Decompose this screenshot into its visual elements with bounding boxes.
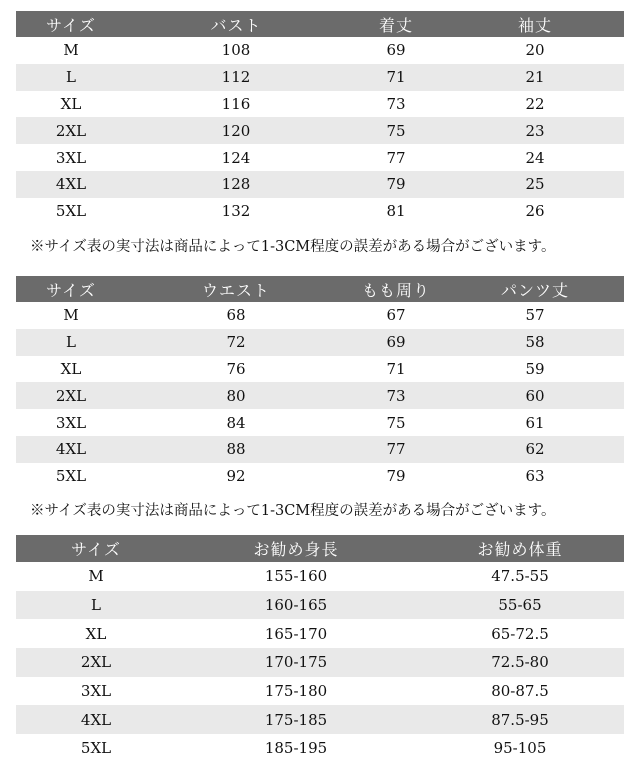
cell-size: 5XL — [80, 739, 112, 758]
cell-size: M — [63, 41, 79, 60]
cell-length: 81 — [386, 202, 406, 221]
cell-length: 71 — [386, 68, 406, 87]
cell-size: 2XL — [80, 653, 112, 672]
table-row — [16, 117, 624, 144]
table-row — [16, 198, 624, 225]
table-row — [16, 562, 624, 591]
cell-weight: 72.5-80 — [491, 653, 549, 672]
table-row — [16, 382, 624, 409]
cell-thigh: 75 — [386, 413, 406, 432]
table-row — [16, 409, 624, 436]
table-header — [16, 11, 624, 37]
cell-size: L — [66, 68, 76, 87]
cell-height: 175-180 — [264, 682, 328, 701]
header-sleeve: 袖丈 — [517, 15, 552, 35]
cell-pants-length: 58 — [525, 333, 545, 352]
cell-weight: 80-87.5 — [491, 682, 549, 701]
table-row — [16, 329, 624, 356]
cell-sleeve: 20 — [525, 41, 545, 60]
header-thigh: もも周り — [361, 280, 430, 300]
table-row — [16, 37, 624, 64]
cell-size: L — [91, 596, 101, 615]
cell-sleeve: 25 — [525, 175, 545, 194]
cell-pants-length: 60 — [525, 386, 545, 405]
cell-size: 5XL — [55, 202, 87, 221]
measurement-note: ※サイズ表の実寸法は商品によって1-3CM程度の誤差がある場合がございます。 — [30, 503, 556, 519]
header-size: サイズ — [46, 15, 96, 35]
cell-height: 160-165 — [264, 596, 328, 615]
table-row — [16, 144, 624, 171]
cell-weight: 55-65 — [498, 596, 542, 615]
cell-size: 3XL — [80, 682, 112, 701]
table-row — [16, 677, 624, 706]
table-row — [16, 356, 624, 383]
cell-length: 73 — [386, 94, 406, 113]
cell-length: 75 — [386, 121, 406, 140]
table-row — [16, 705, 624, 734]
cell-waist: 68 — [226, 306, 246, 325]
table-row — [16, 91, 624, 118]
cell-pants-length: 61 — [525, 413, 545, 432]
table-row — [16, 648, 624, 677]
cell-waist: 84 — [226, 413, 246, 432]
cell-height: 185-195 — [264, 739, 328, 758]
cell-weight: 87.5-95 — [491, 710, 549, 729]
cell-size: 4XL — [55, 440, 87, 459]
cell-thigh: 71 — [386, 359, 406, 378]
cell-sleeve: 23 — [525, 121, 545, 140]
header-waist: ウエスト — [201, 280, 270, 300]
cell-size: 4XL — [55, 175, 87, 194]
table-header — [16, 276, 624, 302]
cell-bust: 128 — [221, 175, 251, 194]
cell-sleeve: 24 — [525, 148, 545, 167]
cell-height: 155-160 — [264, 567, 328, 586]
cell-waist: 88 — [226, 440, 246, 459]
cell-size: M — [63, 306, 79, 325]
cell-size: XL — [60, 94, 82, 113]
recommended-size-table — [16, 535, 624, 763]
cell-waist: 80 — [226, 386, 246, 405]
cell-height: 165-170 — [264, 624, 328, 643]
cell-height: 170-175 — [264, 653, 328, 672]
cell-bust: 132 — [221, 202, 251, 221]
cell-size: 5XL — [55, 467, 87, 486]
cell-pants-length: 59 — [525, 359, 545, 378]
table-row — [16, 302, 624, 329]
cell-thigh: 79 — [386, 467, 406, 486]
cell-size: 2XL — [55, 386, 87, 405]
table-row — [16, 591, 624, 620]
cell-size: 3XL — [55, 148, 87, 167]
header-weight: お勧め体重 — [477, 540, 563, 559]
cell-thigh: 77 — [386, 440, 406, 459]
cell-size: 2XL — [55, 121, 87, 140]
table-row — [16, 436, 624, 463]
cell-waist: 76 — [226, 359, 246, 378]
table-header — [16, 535, 624, 562]
cell-size: L — [66, 333, 76, 352]
cell-length: 79 — [386, 175, 406, 194]
cell-weight: 65-72.5 — [491, 624, 549, 643]
cell-size: 3XL — [55, 413, 87, 432]
cell-sleeve: 21 — [525, 68, 545, 87]
cell-bust: 116 — [221, 94, 251, 113]
cell-pants-length: 57 — [525, 306, 545, 325]
header-bust: バスト — [210, 15, 262, 35]
cell-size: XL — [85, 624, 107, 643]
table-row — [16, 171, 624, 198]
cell-thigh: 73 — [386, 386, 406, 405]
table-row — [16, 463, 624, 490]
cell-pants-length: 63 — [525, 467, 545, 486]
cell-weight: 47.5-55 — [491, 567, 549, 586]
cell-length: 69 — [386, 41, 406, 60]
header-size: サイズ — [71, 540, 121, 559]
cell-thigh: 69 — [386, 333, 406, 352]
pants-size-table — [16, 276, 624, 490]
cell-thigh: 67 — [386, 306, 406, 325]
cell-bust: 108 — [221, 41, 251, 60]
cell-bust: 124 — [221, 148, 251, 167]
cell-bust: 112 — [221, 68, 251, 87]
cell-pants-length: 62 — [525, 440, 545, 459]
header-size: サイズ — [46, 280, 96, 300]
measurement-note: ※サイズ表の実寸法は商品によって1-3CM程度の誤差がある場合がございます。 — [30, 239, 556, 255]
cell-size: 4XL — [80, 710, 112, 729]
cell-sleeve: 22 — [525, 94, 545, 113]
tops-size-table — [16, 11, 624, 225]
cell-bust: 120 — [221, 121, 251, 140]
cell-waist: 92 — [226, 467, 246, 486]
cell-height: 175-185 — [264, 710, 328, 729]
header-height: お勧め身長 — [253, 540, 339, 559]
cell-weight: 95-105 — [493, 739, 547, 758]
cell-size: XL — [60, 359, 82, 378]
cell-length: 77 — [386, 148, 406, 167]
header-pants-length: パンツ丈 — [500, 280, 569, 300]
table-row — [16, 619, 624, 648]
cell-size: M — [88, 567, 104, 586]
table-row — [16, 734, 624, 763]
table-row — [16, 64, 624, 91]
cell-waist: 72 — [226, 333, 246, 352]
cell-sleeve: 26 — [525, 202, 545, 221]
header-length: 着丈 — [378, 15, 413, 35]
